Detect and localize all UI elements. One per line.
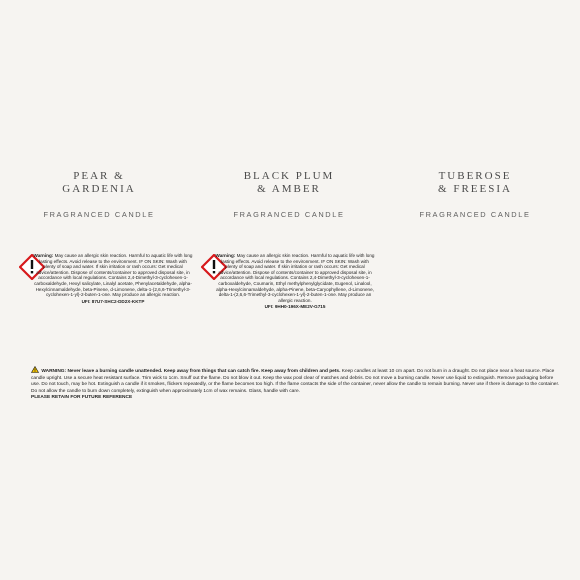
product-tuberose-freesia [395,170,555,219]
product-name-line-2: & AMBER [257,183,321,195]
product-name-line-2: GARDENIA [62,183,136,195]
warning-text [215,253,375,310]
product-subtitle: FRAGRANCED CANDLE [233,210,345,219]
safety-warning-lead: WARNING: Never leave a burning candle unattended. Keep away from things that can catch fire. Keep away from children and pets. [41,369,341,374]
ufi-code: UFI: 87U7-SHC2-DD2X-KKTP [81,298,145,304]
product-black-plum-amber [209,170,375,310]
warning-triangle-icon [31,366,39,373]
product-subtitle: FRAGRANCED CANDLE [43,210,155,219]
product-subtitle: FRAGRANCED CANDLE [419,210,531,219]
warning-heading: Warning: [33,253,54,258]
warning-block [19,253,199,323]
candle-safety-footer [31,366,561,402]
product-pear-gardenia [19,170,193,304]
safety-warning-body: Keep candles at least 10 cm apart. Do not burn in a draught. Do not place near a heat source. Place candle upright. Use a secure heat resistant surface. Trim wick to 1cm. Snuff out the flame. Do not blow it out. Keep the wax pool clear of matches and debris. Do not move a burning candle. Never use liquid to extinguish. Remove packaging before use. Do not touch, may be hot. Extinguish a candle if it smokes, flickers repeatedly, or the flame becomes too high. If the flame contacts the side of the container, never allow the candle to remain burning. Never use if there is damage to the container. Do not allow the candle to burn down completely, extinguish when approximately 1cm of wax remains. Glass, handle with care. [31,369,560,394]
product-name-line-2: & FREESIA [438,183,512,195]
warning-body: May cause an allergic skin reaction. Harmful to aquatic life with long lasting effects. Avoid release to the environment. IF ON SKIN: Wash with plenty of soap and water. If skin irritation or rash occurs: Get medical advice/attention. Dispose of contents/container to approved disposal site, in accordance with local regulations. Contains 2,4-Dimethyl-3-cyclohexen-1-carboxaldehyde, Hexyl salicylate, Linalyl acetate, Phenylacetaldehyde, alpha-Hexylcinnamaldehyde, beta-Pinene, d-Limonene, delta-1-(2,6,6-Trimethyl-3-cyclohexen-1-yl)-2-buten-1-one. May produce an allergic reaction. [34,253,193,298]
product-name-line-1: PEAR & [73,170,125,182]
retain-notice: PLEASE RETAIN FOR FUTURE REFERENCE [31,395,133,400]
product-name [19,170,179,196]
product-name [209,170,369,196]
product-name [395,170,555,196]
warning-text [33,253,193,304]
warning-body: May cause an allergic skin reaction. Harmful to aquatic life with long lasting effects. Avoid release to the environment. IF ON SKIN: Wash with plenty of soap and water. If skin irritation or rash occurs: Get medical advice/attention. Dispose of contents/container to approved disposal site, in accordance with local regulations. Contains 2,4-Dimethyl-3-cyclohexen-1-carboxaldehyde, Coumarin, Ethyl methylphenylglycidate, Eugenol, Linalool, alpha-Hexylcinnamaldehyde, alpha-Pinene, beta-Caryophyllene, d-Limonene, delta-1-(2,6,6-Trimethyl-3-cyclohexen-1-yl)-2-buten-1-one. May produce an allergic reaction. [216,253,375,303]
warning-block [201,253,376,323]
product-name-line-1: BLACK PLUM [243,170,335,182]
product-name-line-1: TUBEROSE [438,170,512,182]
ufi-code: UFI: 9HH0-196X-ME2V-G715 [264,304,326,310]
warning-heading: Warning: [215,253,236,258]
